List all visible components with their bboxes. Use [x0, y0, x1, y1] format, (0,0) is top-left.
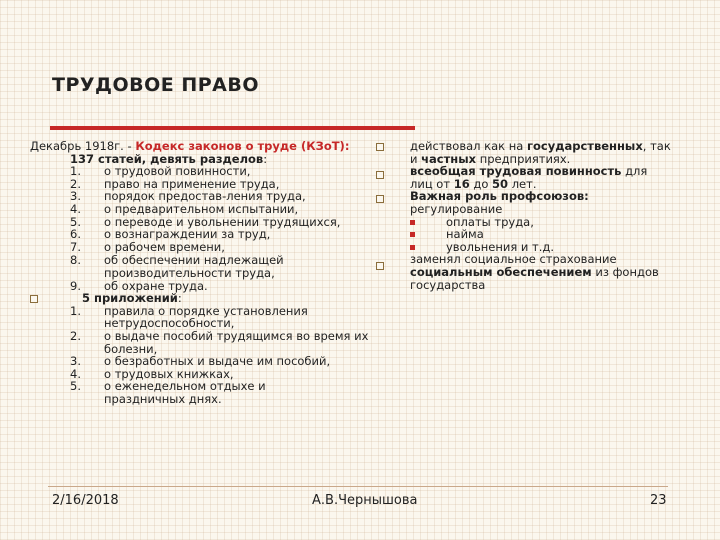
kzot-subheading-count: 137 статей, девять разделов	[70, 151, 264, 166]
duty-age-from: 16	[453, 176, 470, 191]
square-bullet-icon	[376, 195, 384, 203]
section-number: 1.	[70, 164, 81, 179]
section-text: право на применение труда,	[104, 176, 280, 191]
section-number: 9.	[70, 278, 81, 293]
section-number: 4.	[70, 201, 81, 216]
section-text: об охране труда.	[104, 278, 208, 293]
section-number: 8.	[70, 253, 81, 268]
red-square-bullet-icon	[410, 220, 415, 225]
appendix-number: 1.	[70, 303, 81, 318]
section-number: 5.	[70, 214, 81, 229]
appendix-number: 2.	[70, 328, 81, 343]
square-bullet-icon	[376, 171, 384, 179]
social-text: заменял социальное страхование	[410, 252, 617, 267]
right-paragraph-social	[410, 253, 672, 291]
kzot-subheading-colon: :	[263, 151, 268, 166]
section-number: 3.	[70, 189, 81, 204]
left-column	[30, 140, 390, 405]
union-item-text: увольнения и т.д.	[446, 239, 554, 254]
title-underline	[50, 126, 415, 130]
appendix-text: о еженедельном отдыхе и праздничных днях.	[104, 379, 266, 406]
appendix-item	[30, 305, 390, 330]
section-item	[30, 228, 390, 241]
red-square-bullet-icon	[410, 232, 415, 237]
section-text: об обеспечении надлежащей производительности труда,	[104, 253, 284, 280]
square-bullet-icon	[376, 143, 384, 151]
section-number: 2.	[70, 176, 81, 191]
appendix-text: правила о порядке установления нетрудоспособности,	[104, 303, 308, 331]
scope-text-3: предприятиях.	[476, 151, 571, 166]
section-item	[30, 241, 390, 254]
scope-text: действовал как на	[410, 139, 527, 153]
kzot-heading-date: Декабрь 1918г. -	[30, 139, 136, 153]
square-bullet-icon	[30, 295, 38, 303]
duty-title: всеобщая трудовая повинность	[410, 164, 622, 179]
union-item-text: найма	[446, 227, 484, 242]
duty-text-3: лет.	[508, 176, 537, 191]
section-item	[30, 165, 390, 178]
right-paragraph-scope	[410, 140, 672, 165]
section-text: о предварительном испытании,	[104, 201, 299, 216]
section-text: о вознаграждении за труд,	[104, 227, 271, 242]
union-item	[410, 228, 672, 241]
appendix-text: о трудовых книжках,	[104, 366, 234, 381]
section-number: 6.	[70, 227, 81, 242]
union-item-text: оплаты труда,	[446, 214, 534, 229]
appendix-heading	[30, 292, 390, 305]
right-paragraph-duty	[410, 165, 672, 190]
red-square-bullet-icon	[410, 245, 415, 250]
appendix-item	[30, 330, 390, 355]
appendix-text: о выдаче пособий трудящимся во время их болезни,	[104, 328, 369, 356]
social-security: социальным обеспечением	[410, 264, 592, 279]
slide-title: ТРУДОВОЕ ПРАВО	[52, 74, 260, 96]
duty-text-2: до	[469, 176, 493, 191]
footer-page-number: 23	[650, 493, 667, 508]
section-text: о трудовой повинности,	[104, 164, 251, 179]
scope-private: частных	[421, 151, 477, 166]
section-text: о переводе и увольнении трудящихся,	[104, 214, 341, 229]
footer-author: А.В.Чернышова	[312, 493, 418, 508]
appendix-item	[30, 355, 390, 368]
duty-text: для лиц от	[410, 164, 648, 191]
duty-age-to: 50	[492, 176, 509, 191]
appendix-text: о безработных и выдаче им пособий,	[104, 354, 331, 369]
section-number: 7.	[70, 239, 81, 254]
sections-list	[30, 165, 390, 292]
appendix-heading-count: 5 приложений	[82, 291, 178, 306]
appendix-number: 5.	[70, 379, 81, 394]
kzot-heading-title: Кодекс законов о труде (КЗоТ):	[135, 139, 350, 153]
section-text: порядок предостав-ления труда,	[104, 189, 306, 204]
appendix-list	[30, 305, 390, 406]
appendix-number: 4.	[70, 366, 81, 381]
union-item	[410, 241, 672, 254]
scope-state: государственных	[526, 139, 643, 153]
scope-text-2: , так и	[410, 139, 671, 166]
section-item	[30, 203, 390, 216]
appendix-item	[30, 380, 390, 405]
section-text: о рабочем времени,	[104, 239, 225, 254]
right-column	[410, 140, 672, 291]
appendix-heading-colon: :	[177, 291, 182, 306]
unions-title: Важная роль профсоюзов:	[410, 189, 589, 204]
social-text-2: из фондов государства	[410, 264, 659, 292]
right-paragraph-unions	[410, 190, 672, 215]
square-bullet-icon	[376, 262, 384, 270]
unions-text: регулирование	[410, 201, 503, 216]
appendix-number: 3.	[70, 354, 81, 369]
footer-divider	[48, 486, 668, 487]
footer-date: 2/16/2018	[52, 493, 119, 508]
section-item	[30, 253, 390, 279]
